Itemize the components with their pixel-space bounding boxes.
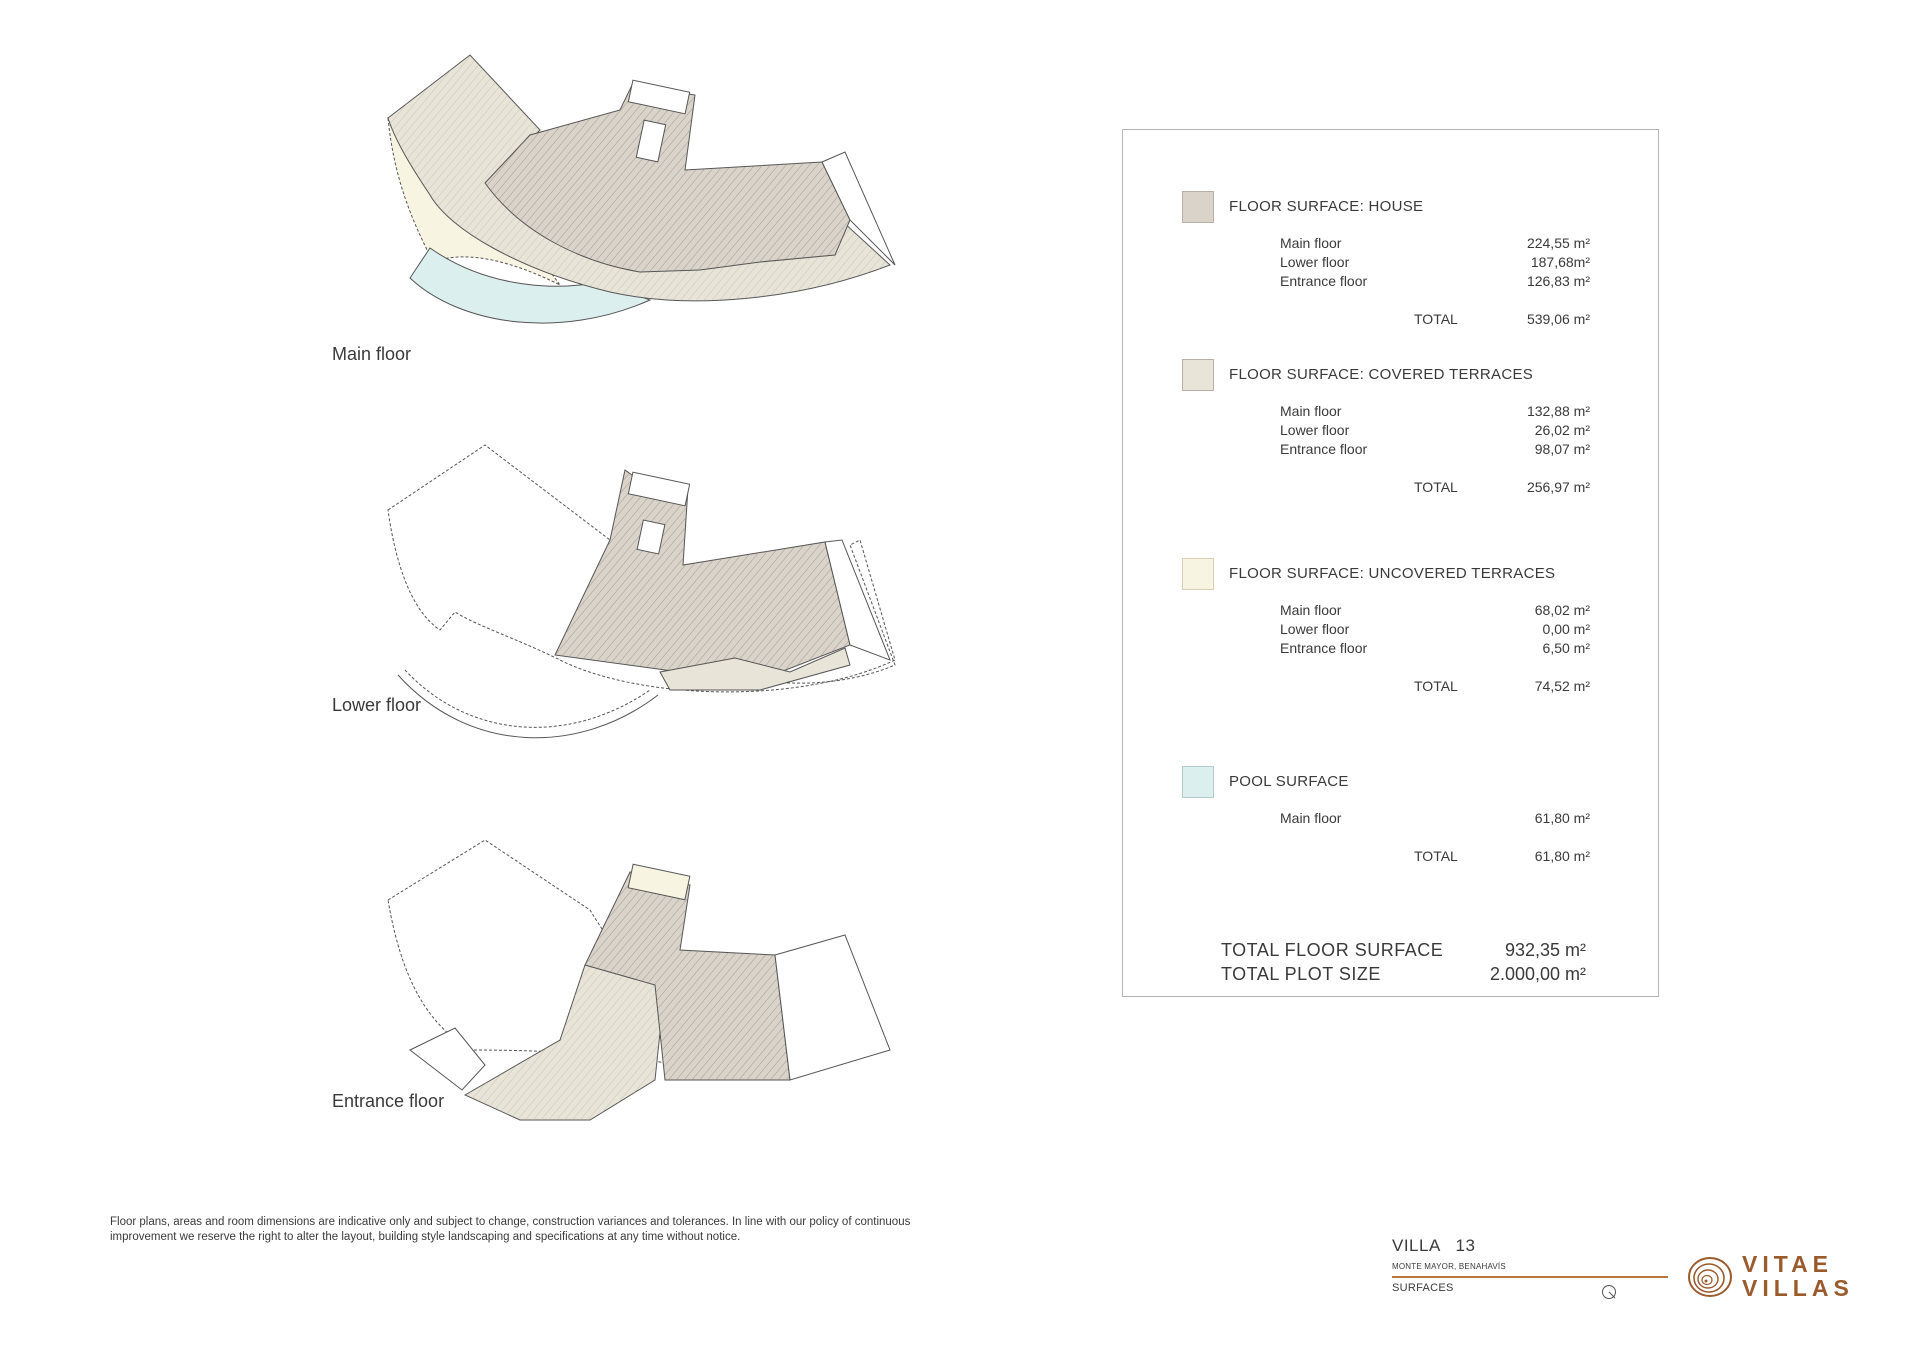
total-value: 74,52 m² <box>1534 678 1590 694</box>
uncovered-terrace-swatch <box>1182 558 1214 590</box>
section-title: FLOOR SURFACE: UNCOVERED TERRACES <box>1229 565 1556 582</box>
section-total <box>1414 678 1590 696</box>
section-title: FLOOR SURFACE: COVERED TERRACES <box>1229 366 1534 383</box>
section-title: FLOOR SURFACE: HOUSE <box>1229 198 1424 215</box>
row-label: Main floor <box>1280 810 1342 826</box>
plan-label-entrance-floor: Entrance floor <box>332 1091 445 1111</box>
list-item <box>1280 602 1590 620</box>
total-value: 61,80 m² <box>1534 848 1590 864</box>
row-value: 61,80 m² <box>1534 810 1590 826</box>
list-item <box>1280 422 1590 440</box>
plan-label-main-floor: Main floor <box>332 344 412 364</box>
section-title: POOL SURFACE <box>1229 773 1349 790</box>
row-label: Main floor <box>1280 403 1342 419</box>
north-arrow-icon <box>1601 1284 1617 1300</box>
row-label: Entrance floor <box>1280 273 1368 289</box>
row-value: 26,02 m² <box>1534 422 1590 438</box>
pool-swatch <box>1182 766 1214 798</box>
section-total <box>1414 311 1590 329</box>
row-value: 132,88 m² <box>1526 403 1590 419</box>
total-label: TOTAL <box>1414 848 1458 864</box>
row-value: 6,50 m² <box>1542 640 1590 656</box>
grand-total-value: 932,35 m² <box>1504 940 1586 960</box>
tree-ring-logo-icon <box>1686 1253 1734 1301</box>
row-value: 224,55 m² <box>1526 235 1590 251</box>
list-item <box>1280 273 1590 291</box>
entrance-floor-plan <box>388 840 890 1120</box>
project-title: VILLA 13 <box>1392 1236 1476 1255</box>
sheet-name: SURFACES <box>1392 1282 1454 1294</box>
row-label: Main floor <box>1280 602 1342 618</box>
total-label: TOTAL <box>1414 678 1458 694</box>
logo-wordmark-line1: VITAE <box>1742 1251 1834 1277</box>
vitae-villas-logo <box>1686 1251 1854 1303</box>
row-value: 68,02 m² <box>1534 602 1590 618</box>
covered-terrace-swatch <box>1182 359 1214 391</box>
list-item <box>1280 441 1590 459</box>
row-value: 98,07 m² <box>1534 441 1590 457</box>
main-floor-plan <box>388 55 895 323</box>
row-label: Lower floor <box>1280 621 1350 637</box>
title-block-rule <box>1392 1276 1668 1278</box>
total-value: 539,06 m² <box>1526 311 1590 327</box>
list-item <box>1280 403 1590 421</box>
row-label: Lower floor <box>1280 254 1350 270</box>
grand-total-value: 2.000,00 m² <box>1489 964 1586 984</box>
total-floor-surface <box>1221 940 1586 964</box>
row-label: Lower floor <box>1280 422 1350 438</box>
grand-total-label: TOTAL FLOOR SURFACE <box>1221 940 1444 960</box>
total-label: TOTAL <box>1414 479 1458 495</box>
title-block <box>1392 1236 1668 1306</box>
total-label: TOTAL <box>1414 311 1458 327</box>
surface-legend-panel <box>1122 129 1659 997</box>
logo-wordmark-line2: VILLAS <box>1742 1275 1854 1301</box>
lower-floor-house-hatch <box>555 470 850 680</box>
project-location: MONTE MAYOR, BENAHAVÍS <box>1392 1262 1506 1271</box>
plan-label-lower-floor: Lower floor <box>332 695 422 715</box>
list-item <box>1280 621 1590 639</box>
grand-total-label: TOTAL PLOT SIZE <box>1221 964 1381 984</box>
row-value: 0,00 m² <box>1542 621 1590 637</box>
list-item <box>1280 810 1590 828</box>
entrance-floor-east-terrace <box>775 935 890 1080</box>
list-item <box>1280 254 1590 272</box>
section-total <box>1414 479 1590 497</box>
row-value: 187,68m² <box>1530 254 1590 270</box>
house-swatch <box>1182 191 1214 223</box>
row-label: Entrance floor <box>1280 441 1368 457</box>
total-plot-size <box>1221 964 1586 988</box>
row-value: 126,83 m² <box>1526 273 1590 289</box>
total-value: 256,97 m² <box>1526 479 1590 495</box>
section-total <box>1414 848 1590 866</box>
lower-floor-arc-outer <box>398 675 658 738</box>
disclaimer-text: Floor plans, areas and room dimensions are indicative only and subject to change, construction variances and tolerances. In line with our policy of continuous improvement we reserve the right to alter the layout, building style landscaping and specifications at any time without notice. <box>110 1216 911 1243</box>
row-label: Entrance floor <box>1280 640 1368 656</box>
lower-floor-plan <box>388 445 895 738</box>
list-item <box>1280 235 1590 253</box>
row-label: Main floor <box>1280 235 1342 251</box>
list-item <box>1280 640 1590 658</box>
